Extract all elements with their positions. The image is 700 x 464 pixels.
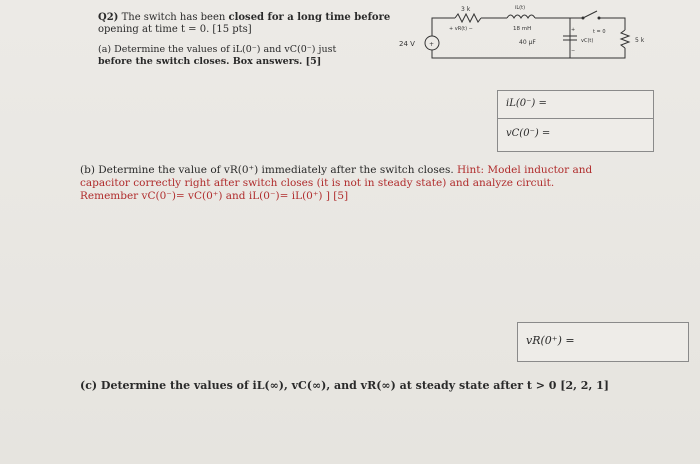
resistor2-label: 5 k bbox=[635, 37, 645, 44]
vr-answer-label: vR(0⁺) = bbox=[526, 334, 575, 347]
question-text-1: The switch has been bbox=[118, 12, 229, 23]
part-a-line1: (a) Determine the values of iL(0⁻) and vC(0⁻) just bbox=[98, 44, 337, 55]
il-label: iL(t) bbox=[515, 5, 526, 11]
question-text-bold: closed for a long time before bbox=[228, 12, 391, 23]
part-b-hint2: capacitor correctly right after switch closes (it is not in steady state) and analyze circuit. bbox=[80, 177, 555, 189]
source-label: 24 V bbox=[399, 40, 415, 48]
question-text-2: opening at time t = 0. [15 pts] bbox=[98, 24, 252, 35]
resistor1-label: 3 k bbox=[461, 6, 471, 13]
answer-box-a[interactable] bbox=[497, 90, 654, 152]
part-b-hint1: Hint: Model inductor and bbox=[457, 164, 593, 176]
vc-answer-label: vC(0⁻) = bbox=[506, 128, 551, 139]
vr-label: + vR(t) − bbox=[449, 26, 473, 32]
question-number: Q2) bbox=[98, 12, 119, 23]
answer-divider bbox=[498, 118, 653, 119]
switch-label: t = 0 bbox=[593, 29, 606, 35]
part-b-line1: (b) Determine the value of vR(0⁺) immediately after the switch closes. bbox=[80, 164, 458, 176]
part-a-line2: before the switch closes. Box answers. [5] bbox=[98, 55, 322, 67]
part-c-text: (c) Determine the values of iL(∞), vC(∞), and vR(∞) at steady state after t > 0 [2, 2, 1] bbox=[80, 379, 609, 392]
cap-minus: − bbox=[571, 48, 576, 54]
capacitor-label: 40 µF bbox=[519, 39, 536, 46]
il-answer-label: iL(0⁻) = bbox=[506, 98, 547, 109]
source-plus: + bbox=[429, 41, 435, 48]
circuit-diagram bbox=[395, 0, 685, 80]
cap-plus: + bbox=[571, 27, 576, 33]
answer-box-b[interactable] bbox=[517, 322, 689, 362]
question-title bbox=[98, 12, 398, 36]
vc-label: vC(t) bbox=[581, 38, 594, 44]
part-b-hint3: Remember vC(0⁻)= vC(0⁺) and iL(0⁻)= iL(0⁺) ] [5] bbox=[80, 190, 349, 202]
inductor-label: 18 mH bbox=[513, 26, 532, 32]
part-a-text bbox=[98, 44, 388, 67]
part-b-text bbox=[80, 164, 620, 203]
